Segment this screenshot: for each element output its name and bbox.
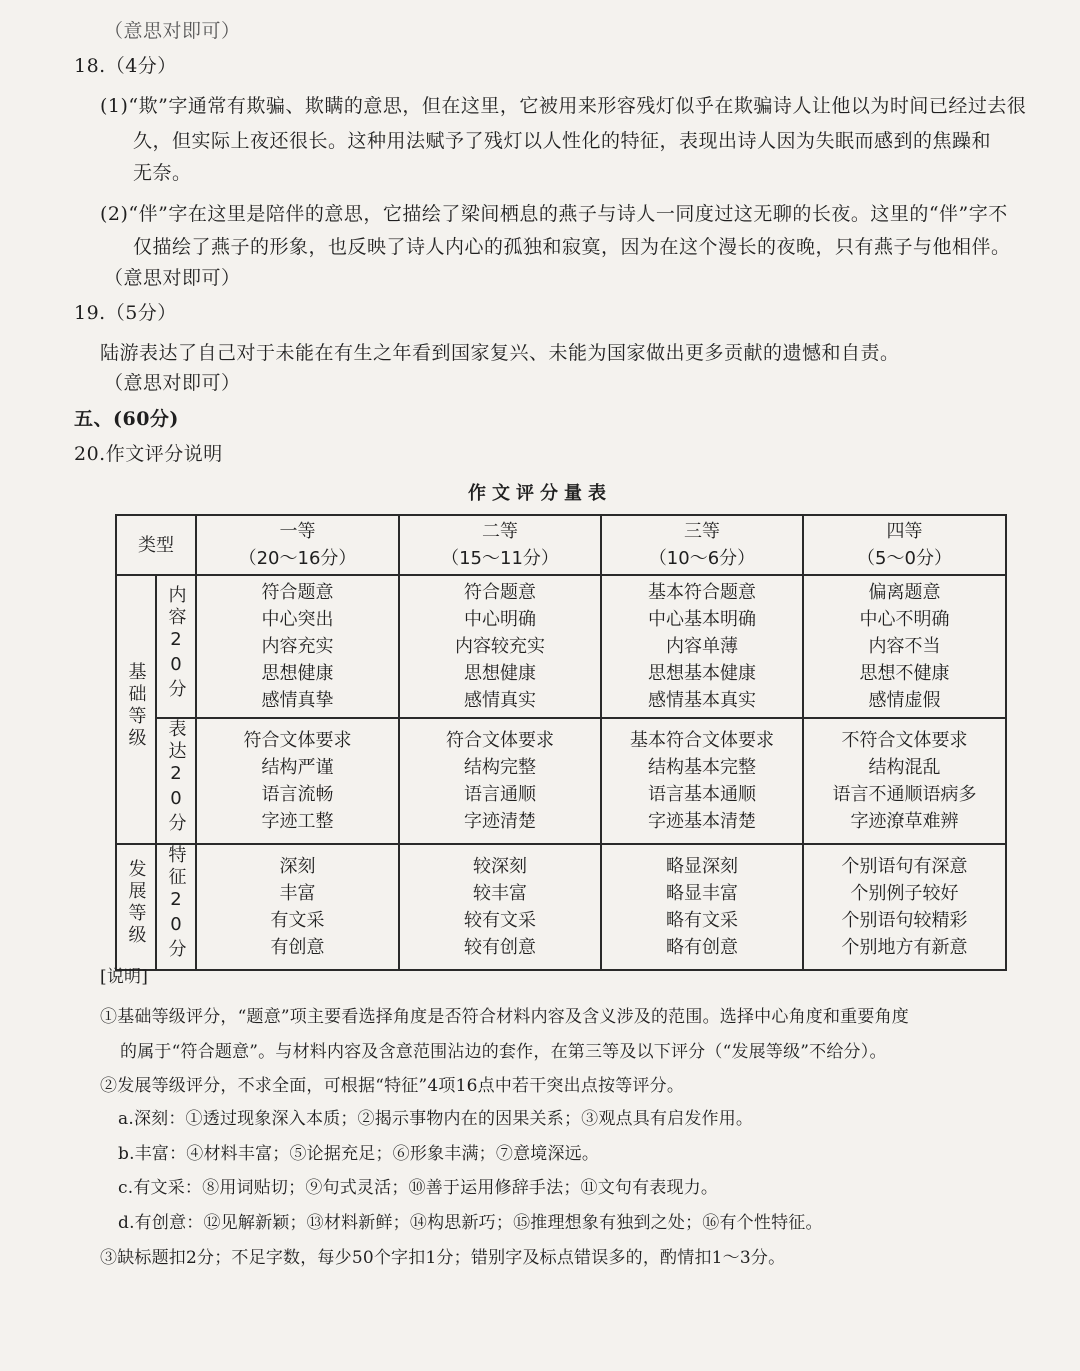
header-type: 类型: [116, 515, 196, 575]
cell-line: 基本符合题意: [648, 582, 756, 603]
row-label-text: 表达20分: [165, 719, 187, 835]
cell-line: 字迹基本清楚: [648, 811, 756, 832]
q18-p2-line2: 仅描绘了燕子的形象，也反映了诗人内心的孤独和寂寞，因为在这个漫长的夜晚，只有燕子与他相伴。: [133, 236, 1011, 258]
cell-line: 个别语句有深意: [841, 856, 968, 877]
cell-line: 字迹工整: [261, 811, 334, 832]
grade-range: （15～11分）: [441, 548, 559, 569]
cell-line: 内容充实: [261, 636, 334, 657]
cell-line: 符合题意: [261, 582, 334, 603]
cell-line: 思想健康: [261, 663, 334, 684]
notes-title: [说明]: [100, 967, 149, 987]
header-grade-4: [803, 515, 1006, 575]
grade-range: （10～6分）: [648, 548, 756, 569]
cell-line: 不符合文体要求: [841, 730, 968, 751]
grade-name: 四等: [886, 521, 923, 542]
group-dev-text: 发展等级: [125, 859, 147, 947]
grade-range: （20～16分）: [238, 548, 357, 569]
grade-range: （5～0分）: [857, 548, 952, 569]
cell-line: 符合题意: [464, 582, 536, 603]
note1-line1: ①基础等级评分，“题意”项主要看选择角度是否符合材料内容及含义涉及的范围。选择中心角度和重要角度: [100, 1007, 909, 1027]
cell-line: 内容不当: [868, 636, 941, 657]
group-dev-label: [116, 844, 156, 970]
cell-expression-grade3: [601, 718, 803, 844]
table-header-row: [116, 515, 1006, 575]
header-grade-3: [601, 515, 803, 575]
q19-note: （意思对即可）: [104, 372, 241, 394]
table-row-content: [116, 575, 1006, 718]
note2-d: d.有创意：⑫见解新颖；⑬材料新鲜；⑭构思新巧；⑮推理想象有独到之处；⑯有个性特征。: [118, 1213, 823, 1233]
cell-line: 较有创意: [464, 937, 536, 958]
cell-line: 思想健康: [464, 663, 536, 684]
note2-a: a.深刻：①透过现象深入本质；②揭示事物内在的因果关系；③观点具有启发作用。: [118, 1109, 754, 1129]
cell-line: 个别地方有新意: [841, 937, 968, 958]
cell-line: 有文采: [270, 910, 325, 931]
q20-heading: 20.作文评分说明: [74, 443, 223, 465]
cell-line: 字迹清楚: [464, 811, 536, 832]
row-label-text: 特征20分: [165, 845, 187, 961]
cell-feature-grade2: [399, 844, 601, 970]
cell-line: 个别语句较精彩: [841, 910, 968, 931]
cell-line: 符合文体要求: [446, 730, 554, 751]
cell-line: 有创意: [270, 937, 325, 958]
cell-content-grade1: [196, 575, 399, 718]
cell-line: 结构严谨: [261, 757, 334, 778]
row-label-text: 内容20分: [165, 584, 187, 701]
cell-line: 中心明确: [464, 609, 536, 630]
cell-line: 个别例子较好: [850, 883, 959, 904]
q18-p1-line3: 无奈。: [133, 162, 192, 184]
group-basic-text: 基础等级: [125, 661, 147, 750]
grade-name: 三等: [684, 521, 720, 542]
cell-line: 丰富: [279, 883, 316, 904]
cell-line: 感情基本真实: [648, 690, 756, 711]
header-grade-2: [399, 515, 601, 575]
cell-content-grade3: [601, 575, 803, 718]
cell-content-grade4: [803, 575, 1006, 718]
cell-line: 内容较充实: [455, 636, 545, 657]
q18-p2-line1: (2)“伴”字在这里是陪伴的意思，它描绘了梁间栖息的燕子与诗人一同度过这无聊的长夜。这里的“伴”字不: [100, 203, 1008, 225]
cell-line: 符合文体要求: [243, 730, 352, 751]
essay-scoring-table: [115, 514, 1007, 971]
note1-line2: 的属于“符合题意”。与材料内容及含意范围沾边的套作，在第三等及以下评分（“发展等级”不给分）。: [120, 1042, 887, 1062]
note2-b: b.丰富：④材料丰富；⑤论据充足；⑥形象丰满；⑦意境深远。: [118, 1144, 600, 1164]
cell-line: 中心基本明确: [648, 609, 756, 630]
top-cut-note: （意思对即可）: [104, 20, 241, 42]
cell-expression-grade2: [399, 718, 601, 844]
cell-expression-grade4: [803, 718, 1006, 844]
cell-line: 深刻: [279, 856, 316, 877]
grade-name: 二等: [482, 521, 518, 542]
q19-heading: 19.（5分）: [74, 302, 177, 324]
table-row-expression: [116, 718, 1006, 844]
cell-line: 思想基本健康: [648, 663, 756, 684]
cell-line: 感情真挚: [261, 690, 334, 711]
cell-line: 略显深刻: [666, 856, 738, 877]
section-five-heading: 五、(60分): [74, 408, 179, 430]
cell-line: 基本符合文体要求: [630, 730, 774, 751]
cell-line: 略有创意: [666, 937, 738, 958]
cell-line: 偏离题意: [868, 582, 941, 603]
q18-p1-line2: 久，但实际上夜还很长。这种用法赋予了残灯以人性化的特征，表现出诗人因为失眠而感到的焦躁和: [133, 130, 992, 152]
header-grade-1: [196, 515, 399, 575]
cell-line: 较深刻: [473, 856, 527, 877]
cell-line: 结构混乱: [868, 757, 941, 778]
cell-content-grade2: [399, 575, 601, 718]
cell-line: 较有文采: [464, 910, 536, 931]
cell-line: 较丰富: [473, 883, 527, 904]
cell-line: 结构完整: [464, 757, 536, 778]
cell-line: 感情真实: [464, 690, 536, 711]
row-label-expression: [156, 718, 196, 844]
cell-line: 语言不通顺语病多: [832, 784, 977, 805]
cell-line: 语言通顺: [464, 784, 536, 805]
cell-line: 中心不明确: [859, 609, 950, 630]
cell-line: 内容单薄: [666, 636, 738, 657]
grade-name: 一等: [279, 521, 316, 542]
cell-expression-grade1: [196, 718, 399, 844]
cell-line: 语言基本通顺: [648, 784, 756, 805]
cell-feature-grade3: [601, 844, 803, 970]
cell-line: 感情虚假: [868, 690, 941, 711]
q18-p1-line1: (1)“欺”字通常有欺骗、欺瞒的意思，但在这里，它被用来形容残灯似乎在欺骗诗人让他以为时间已经过去很: [100, 95, 1027, 117]
row-label-content: [156, 575, 196, 718]
group-basic-label: [116, 575, 156, 844]
cell-line: 中心突出: [261, 609, 334, 630]
cell-feature-grade4: [803, 844, 1006, 970]
cell-line: 思想不健康: [859, 663, 950, 684]
q18-note: （意思对即可）: [104, 267, 241, 289]
cell-feature-grade1: [196, 844, 399, 970]
cell-line: 略显丰富: [666, 883, 738, 904]
table-title: 作文评分量表: [468, 483, 612, 504]
q18-heading: 18.（4分）: [74, 55, 177, 77]
note3: ③缺标题扣2分；不足字数，每少50个字扣1分；错别字及标点错误多的，酌情扣1～3分。: [100, 1248, 786, 1268]
table-row-feature: [116, 844, 1006, 970]
cell-line: 语言流畅: [261, 784, 334, 805]
q19-body: 陆游表达了自己对于未能在有生之年看到国家复兴、未能为国家做出更多贡献的遗憾和自责。: [100, 342, 900, 364]
cell-line: 结构基本完整: [648, 757, 756, 778]
cell-line: 略有文采: [666, 910, 738, 931]
note2: ②发展等级评分，不求全面，可根据“特征”4项16点中若干突出点按等评分。: [100, 1076, 685, 1096]
note2-c: c.有文采：⑧用词贴切；⑨句式灵活；⑩善于运用修辞手法；⑪文句有表现力。: [118, 1178, 719, 1198]
cell-line: 字迹潦草难辨: [850, 811, 959, 832]
row-label-feature: [156, 844, 196, 970]
